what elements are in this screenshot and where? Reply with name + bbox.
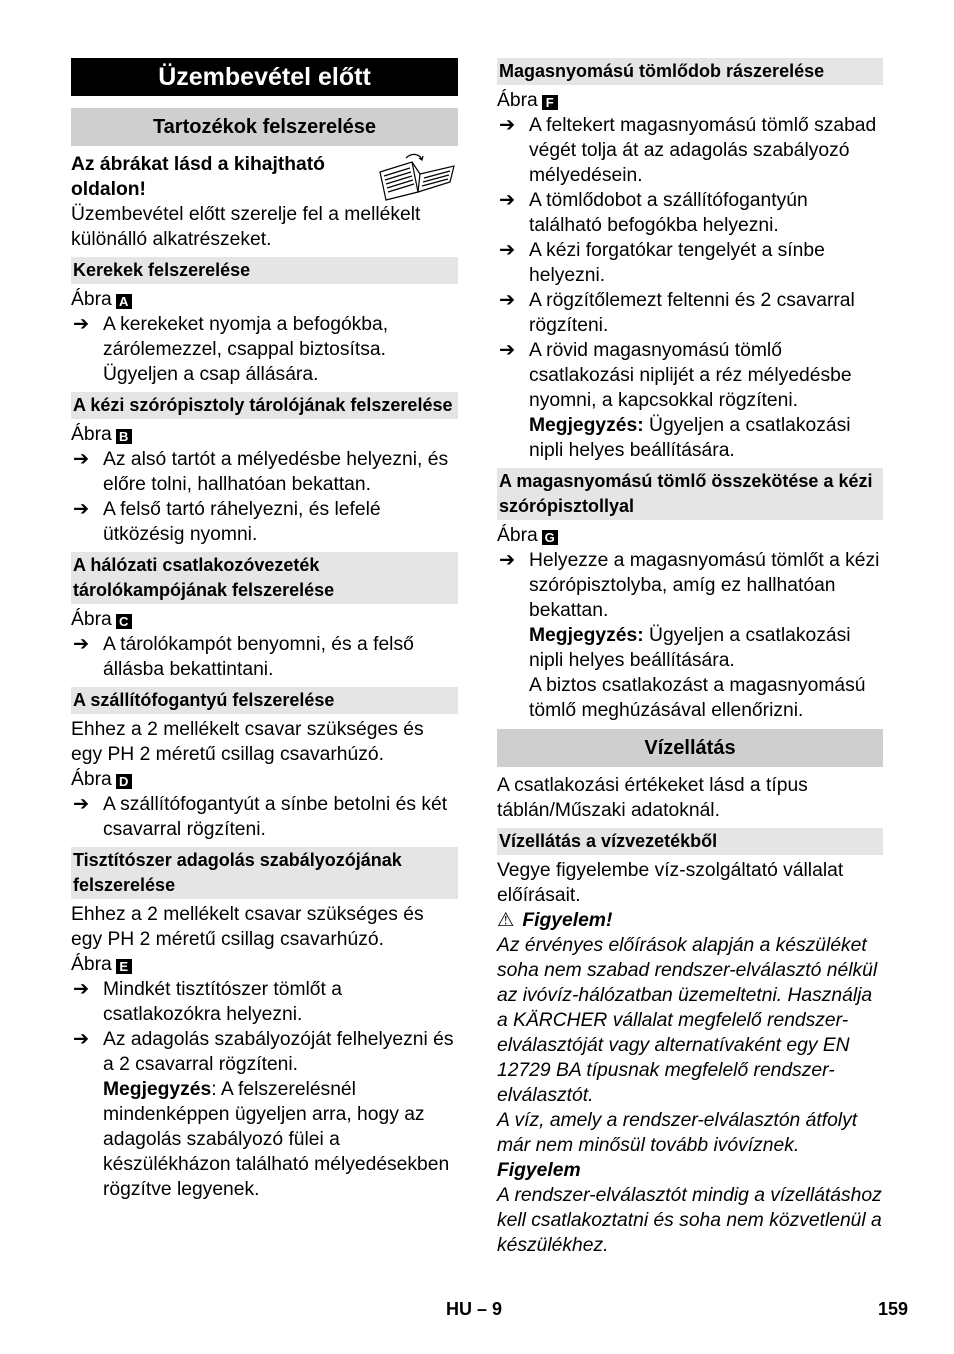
detergent-note: Megjegyzés: A felszerelésnél mindenképpen ügyeljen arra, hogy az adagolás szabályozó fülei a készülékházon található mélyedésekben rögzítve legyenek.	[103, 1079, 450, 1200]
arrow-right-icon: ➔	[499, 240, 516, 261]
figure-letter-c: C	[116, 614, 132, 629]
step-item: ➔ A tárolókampót benyomni, és a felső állásba bekattintani.	[73, 634, 414, 680]
main-title: Üzembevétel előtt	[71, 58, 458, 96]
figure-label-b	[71, 422, 458, 447]
arrow-right-icon: ➔	[499, 290, 516, 311]
figure-label-a	[71, 287, 458, 312]
arrow-right-icon: ➔	[73, 979, 90, 1000]
subsection-title-hose-drum: Magasnyomású tömlődob rászerelése	[497, 58, 883, 85]
figure-letter-f: F	[542, 95, 558, 110]
arrow-right-icon: ➔	[499, 190, 516, 211]
figure-word: Ábra	[71, 954, 112, 975]
note-label: Megjegyzés	[103, 1079, 212, 1100]
warning-text-2: A víz, amely a rendszer-elválasztón átfolyt már nem minősül tovább ivóvíznek.	[497, 1110, 858, 1156]
step-item: ➔ A feltekert magasnyomású tömlő szabad végét tolja át az adagolás szabályozó mélyedésein.	[499, 115, 877, 186]
warning-title: ⚠ Figyelem!	[497, 910, 613, 931]
intro-text: Üzembevétel előtt szerelje fel a mellékelt különálló alkatrészeket.	[71, 204, 421, 250]
step-item: ➔ A felső tartó ráhelyezni, és lefelé ütközésig nyomni.	[73, 499, 381, 545]
hose-gun-note: Megjegyzés: Ügyeljen a csatlakozási nipli helyes beállítására.	[529, 625, 851, 671]
figure-label-e	[71, 952, 458, 977]
figure-label-d	[71, 767, 458, 792]
figure-letter-g: G	[542, 530, 558, 545]
step-item: ➔ A kerekeket nyomja a befogókba, zárólemezzel, csappal biztosítsa. Ügyeljen a csap állására.	[73, 314, 389, 385]
figure-letter-e: E	[116, 959, 132, 974]
figure-word: Ábra	[71, 424, 112, 445]
subsection-title-detergent: Tisztítószer adagolás szabályozójának felszerelése	[71, 847, 458, 899]
water-text: A csatlakozási értékeket lásd a típus táblán/Műszaki adatoknál.	[497, 775, 808, 821]
left-column	[71, 58, 458, 1202]
page-number: 159	[878, 1299, 909, 1319]
arrow-right-icon: ➔	[73, 499, 90, 520]
step-item: ➔ Az adagolás szabályozóját felhelyezni és a 2 csavarral rögzíteni.	[73, 1029, 454, 1075]
step-item: ➔ A kézi forgatókar tengelyét a sínbe helyezni.	[499, 240, 825, 286]
arrow-right-icon: ➔	[73, 449, 90, 470]
figure-letter-a: A	[116, 294, 132, 309]
intro-bold-text: Az ábrákat lásd a kihajtható oldalon!	[71, 154, 325, 200]
footer-section-label: HU – 9	[446, 1299, 503, 1319]
section-title-water: Vízellátás	[497, 729, 883, 767]
figure-word: Ábra	[497, 525, 538, 546]
arrow-right-icon: ➔	[73, 634, 90, 655]
subsection-title-hose-gun: A magasnyomású tömlő összekötése a kézi szórópisztollyal	[497, 468, 883, 520]
figure-label-f	[497, 88, 883, 113]
figure-label-g	[497, 523, 883, 548]
figure-word: Ábra	[71, 769, 112, 790]
figure-word: Ábra	[497, 90, 538, 111]
subsection-title-gun-holder: A kézi szórópisztoly tárolójának felszerelése	[71, 392, 458, 419]
step-item: ➔ A rövid magasnyomású tömlő csatlakozási niplijét a réz mélyedésbe nyomni, a kapcsokkal rögzíteni.	[499, 340, 852, 411]
warning-text: Az érvényes előírások alapján a készüléket soha nem szabad rendszer-elválasztó nélkül az ivóvíz-hálózatban üzemeltetni. Használja a KÄRCHER vállalat megfelelő rendszer-elválasztóját vagy alternatívaként egy EN 12729 BA típusnak megfelelő rendszer-elválasztót.	[497, 935, 878, 1106]
right-column	[497, 58, 883, 1258]
figure-word: Ábra	[71, 609, 112, 630]
figure-letter-d: D	[116, 774, 132, 789]
arrow-right-icon: ➔	[73, 314, 90, 335]
figure-label-c	[71, 607, 458, 632]
water-mains-text: Vegye figyelembe víz-szolgáltató vállalat előírásait.	[497, 860, 844, 906]
arrow-right-icon: ➔	[499, 550, 516, 571]
detergent-text: Ehhez a 2 mellékelt csavar szükséges és egy PH 2 méretű csillag csavarhúzó.	[71, 904, 424, 950]
step-item: ➔ Mindkét tisztítószer tömlőt a csatlakozókra helyezni.	[73, 979, 342, 1025]
section-title-accessories: Tartozékok felszerelése	[71, 108, 458, 146]
arrow-right-icon: ➔	[73, 1029, 90, 1050]
step-item: ➔ Helyezze a magasnyomású tömlőt a kézi szórópisztolyba, amíg ez hallhatóan bekattan.	[499, 550, 880, 621]
warning-triangle-icon: ⚠	[497, 910, 515, 931]
subsection-title-wheels: Kerekek felszerelése	[71, 257, 458, 284]
caution-text: A rendszer-elválasztót mindig a vízellátáshoz kell csatlakoztatni és soha nem közvetlenül a készülékhez.	[497, 1185, 882, 1256]
handle-text: Ehhez a 2 mellékelt csavar szükséges és egy PH 2 méretű csillag csavarhúzó.	[71, 719, 424, 765]
step-item: ➔ A tömlődobot a szállítófogantyún található befogókba helyezni.	[499, 190, 808, 236]
hose-drum-note: Megjegyzés: Ügyeljen a csatlakozási nipli helyes beállítására.	[529, 415, 851, 461]
subsection-title-handle: A szállítófogantyú felszerelése	[71, 687, 458, 714]
note-label: Megjegyzés:	[529, 415, 644, 436]
caution-title: Figyelem	[497, 1160, 581, 1181]
step-item: ➔ Az alsó tartót a mélyedésbe helyezni, és előre tolni, hallhatóan bekattan.	[73, 449, 449, 495]
book-icon	[376, 152, 458, 202]
figure-word: Ábra	[71, 289, 112, 310]
arrow-right-icon: ➔	[499, 115, 516, 136]
step-item: ➔ A szállítófogantyút a sínbe betolni és két csavarral rögzíteni.	[73, 794, 448, 840]
arrow-right-icon: ➔	[73, 794, 90, 815]
arrow-right-icon: ➔	[499, 340, 516, 361]
figure-letter-b: B	[116, 429, 132, 444]
subsection-title-cable-hook: A hálózati csatlakozóvezeték tárolókampójának felszerelése	[71, 552, 458, 604]
note-label: Megjegyzés:	[529, 625, 644, 646]
step-item: ➔ A rögzítőlemezt feltenni és 2 csavarral rögzíteni.	[499, 290, 855, 336]
hose-gun-note-2: A biztos csatlakozást a magasnyomású tömlő meghúzásával ellenőrizni.	[529, 675, 866, 721]
intro-block	[71, 152, 458, 252]
subsection-title-water-mains: Vízellátás a vízvezetékből	[497, 828, 883, 855]
